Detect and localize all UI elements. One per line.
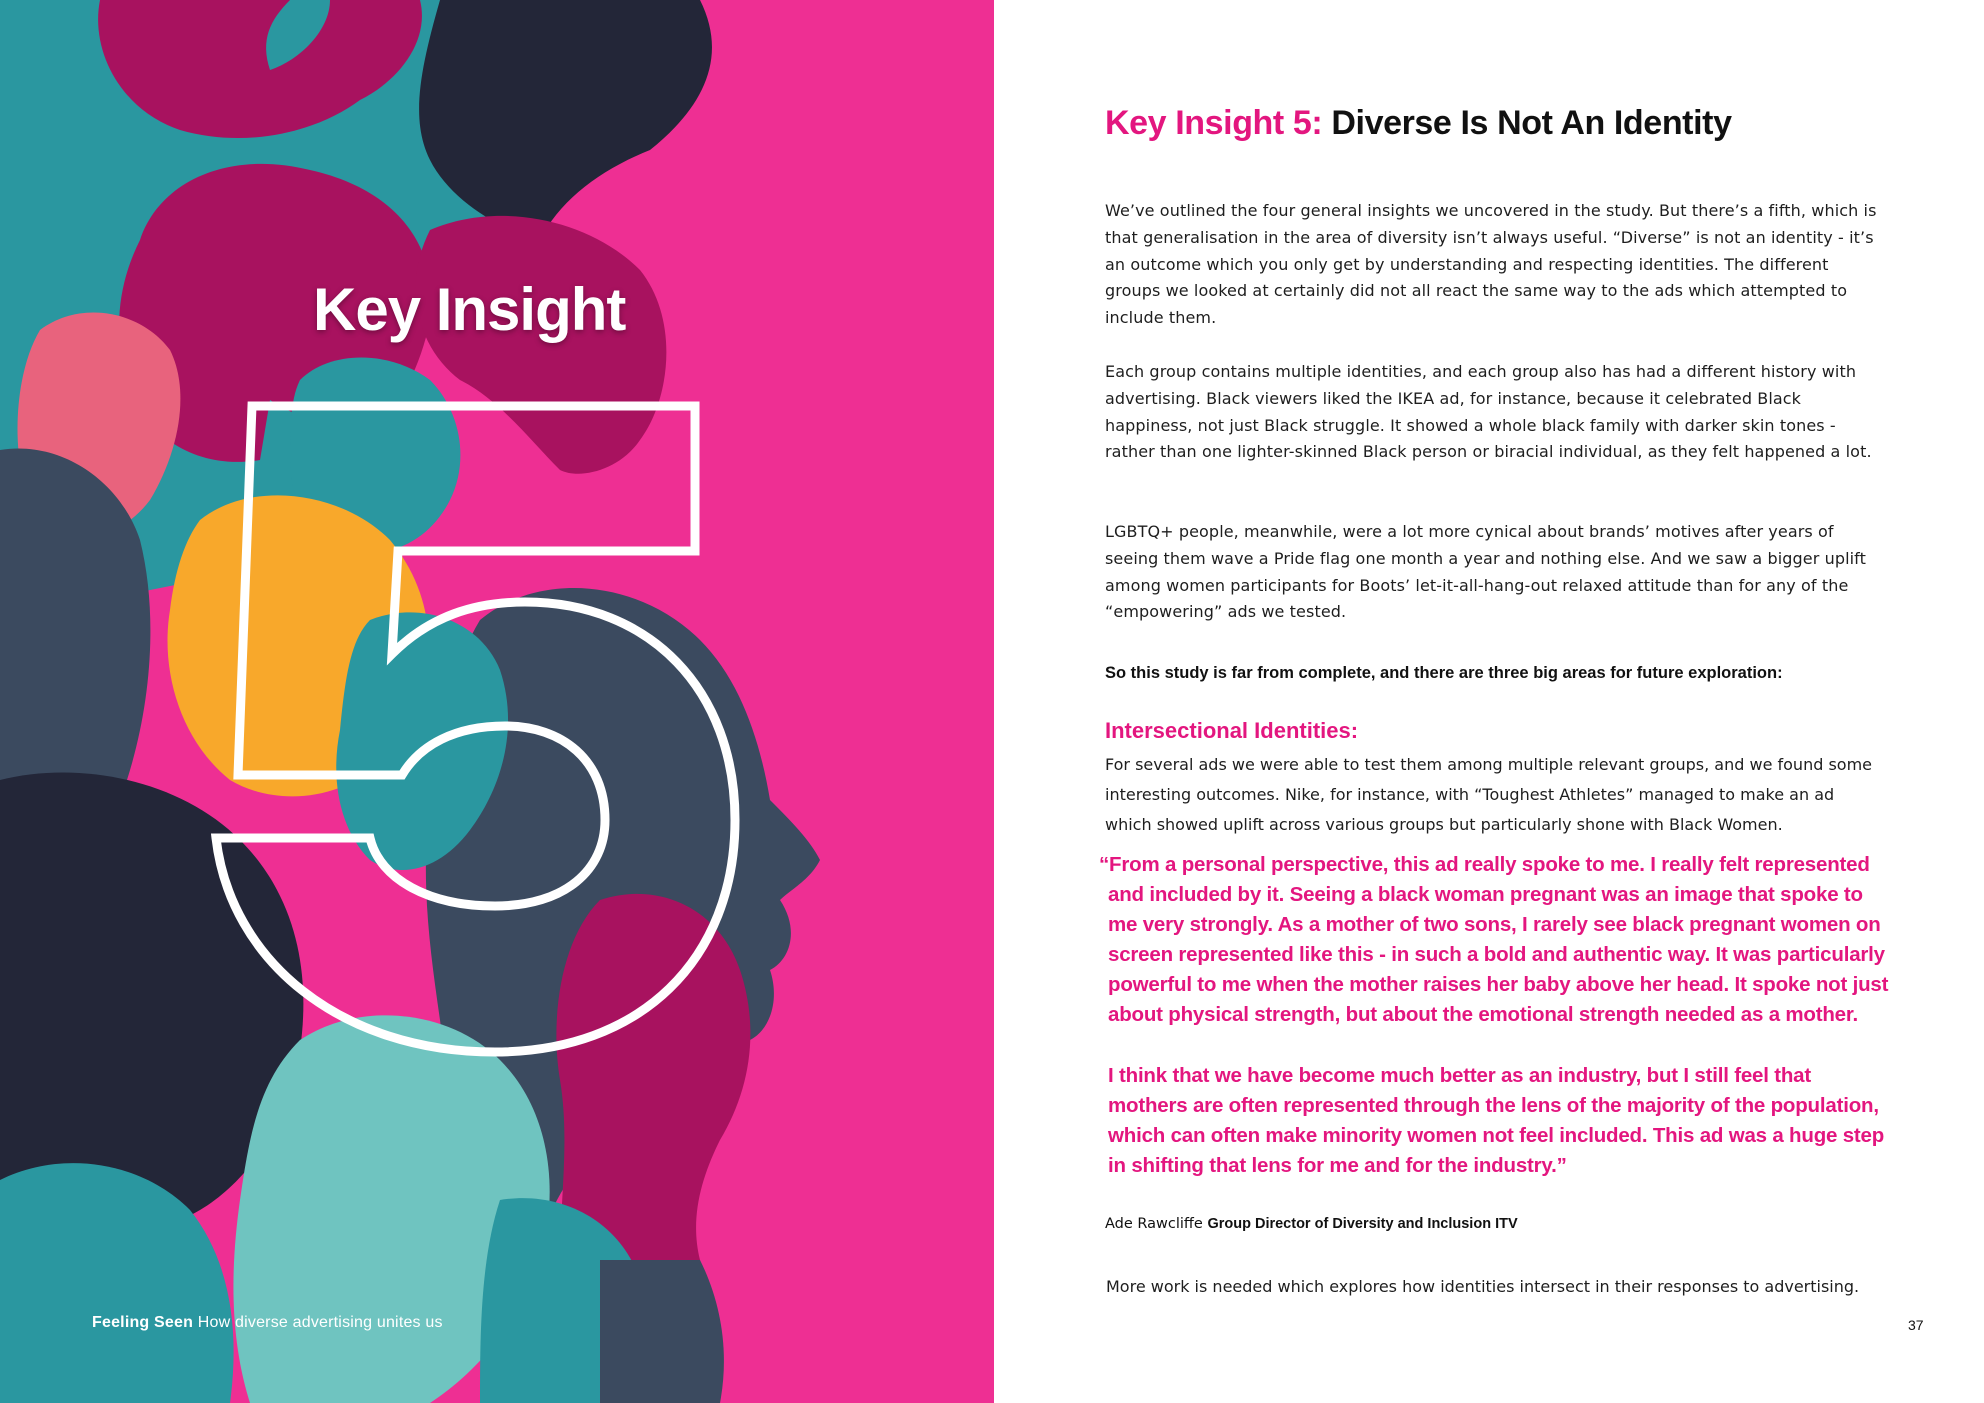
quote-author: Ade Rawcliffe	[1105, 1216, 1203, 1232]
page-number: 37	[1908, 1317, 1924, 1333]
footer-brand: Feeling Seen	[92, 1314, 194, 1331]
quote-paragraph-1: “From a personal perspective, this ad really spoke to me. I really felt represented and included by it. Seeing a black woman pregnant was an image that spoke to me very strongly. As a mother of two sons, I rarely see black pregnant women on screen represented like this - in such a bold and authentic way. It was particularly powerful to me when the mother raises her baby above her head. It spoke not just about physical strength, but about the emotional strength needed as a mother.	[1099, 853, 1889, 1027]
page-title	[1105, 104, 1732, 143]
quote-author-role: Group Director of Diversity and Inclusion ITV	[1207, 1216, 1518, 1232]
page-title-main: Diverse Is Not An Identity	[1331, 104, 1732, 142]
body-paragraph-3: LGBTQ+ people, meanwhile, were a lot more cynical about brands’ motives after years of seeing them wave a Pride flag one month a year and nothing else. And we saw a bigger uplift among women participants for Boots’ let-it-all-hang-out relaxed attitude than for any of the “empowering” ads we tested.	[1105, 522, 1866, 622]
body-paragraph-2: Each group contains multiple identities, and each group also has had a different history with advertising. Black viewers liked the IKEA ad, for instance, because it celebrated Black happiness, not just Black struggle. It showed a whole black family with darker skin tones - rather than one lighter-skinned Black person or biracial individual, as they felt happened a lot.	[1105, 362, 1872, 462]
quote-attribution	[1105, 1216, 1518, 1232]
footer	[92, 1314, 443, 1332]
cover-title: Key Insight	[313, 276, 626, 343]
quote-paragraph-2: I think that we have become much better as an industry, but I still feel that mothers are often represented through the lens of the majority of the population, which can often make minority women not feel included. This ad was a huge step in shifting that lens for me and for the industry.”	[1108, 1063, 1885, 1177]
pull-quote	[1099, 850, 1889, 1181]
footer-subtitle: How diverse advertising unites us	[197, 1314, 443, 1331]
page-title-accent: Key Insight 5:	[1105, 104, 1323, 142]
lead-bold-statement: So this study is far from complete, and there are three big areas for future exploration:	[1105, 664, 1783, 682]
body-paragraph-1: We’ve outlined the four general insights we uncovered in the study. But there’s a fifth, which is that generalisation in the area of diversity isn’t always useful. “Diverse” is not an identity - it’s an outcome which you only get by understanding and respecting identities. The different groups we looked at certainly did not all react the same way to the ads which attempted to include them.	[1105, 201, 1877, 328]
section-title: Intersectional Identities:	[1105, 718, 1359, 743]
section-body: For several ads we were able to test them among multiple relevant groups, and we found some interesting outcomes. Nike, for instance, with “Toughest Athletes” managed to make an ad which showed uplift across various groups but particularly shone with Black Women.	[1105, 755, 1872, 834]
closing-paragraph: More work is needed which explores how identities intersect in their responses to advertising.	[1106, 1277, 1860, 1296]
